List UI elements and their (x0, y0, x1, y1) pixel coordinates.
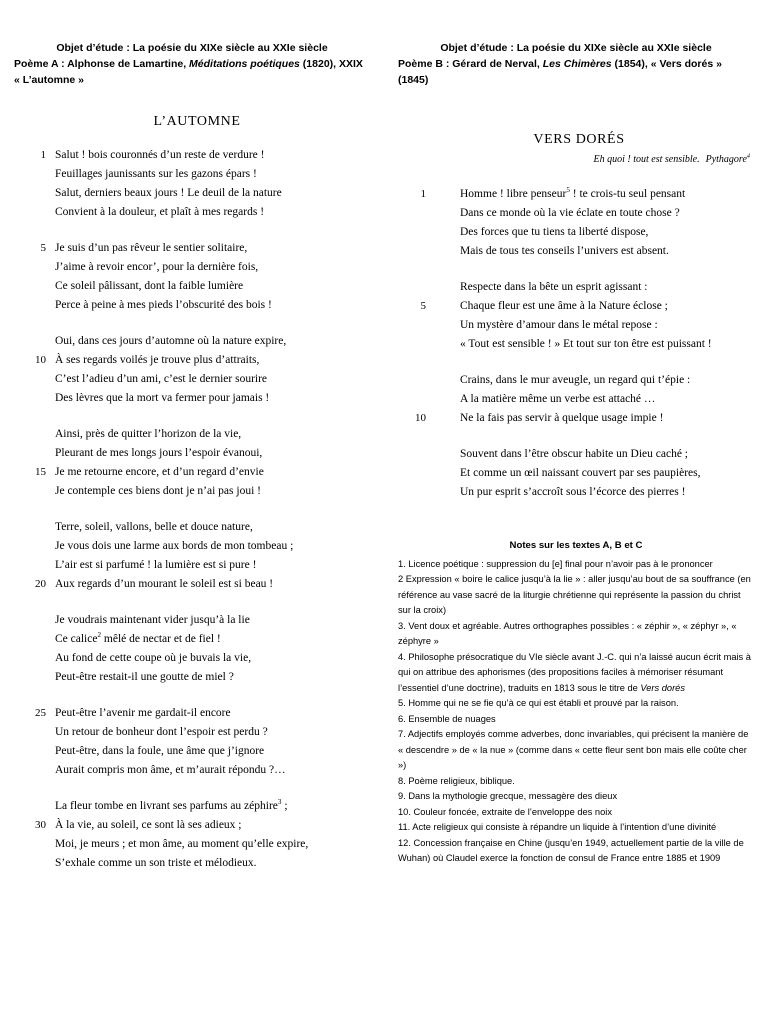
verse-text: À ses regards voilés je trouve plus d’attraits, (55, 354, 260, 366)
verse-line (24, 835, 370, 854)
poeme-a-suffix: (1820), XXIX (299, 58, 363, 70)
note-italic-title: Vers dorés (640, 682, 686, 693)
poem-b-stanzas (404, 185, 754, 502)
verse-text: Respecte dans la bête un esprit agissant : (460, 281, 648, 293)
verse-text: J’aime à revoir encor’, pour la dernière fois, (55, 261, 259, 273)
verse-text: Ne la fais pas servir à quelque usage impie ! (460, 412, 664, 424)
verse-line (404, 371, 754, 390)
verse-number: 15 (35, 466, 46, 478)
verse-line (404, 242, 754, 261)
spacer (398, 88, 754, 132)
verse-text: Oui, dans ces jours d’automne où la nature expire, (55, 335, 287, 347)
note-item: 11. Acte religieux qui consiste à répandre un liquide à l’intention d’une divinité (398, 822, 717, 832)
verse-text: C’est l’adieu d’un ami, c’est le dernier sourire (55, 373, 268, 385)
spacer (14, 88, 370, 114)
verse-text: Perce à peine à mes pieds l’obscurité des bois ! (55, 299, 272, 311)
verse-number: 1 (420, 188, 426, 200)
note-item: 6. Ensemble de nuages (398, 713, 496, 724)
stanza (404, 185, 754, 261)
poem-b (398, 132, 754, 502)
header-right-objet: Objet d’étude : La poésie du XIXe siècle au XXIe siècle (440, 42, 712, 54)
verse-text: Des lèvres que la mort va fermer pour jamais ! (55, 392, 270, 404)
note-item: 12. Concession française en Chine (jusqu’en 1949, actuellement partie de la ville de Wuhan) où Claudel exerce la fonction de consul de France entre 1885 et 1909 (398, 837, 744, 863)
verse-text: Terre, soleil, vallons, belle et douce nature, (55, 521, 253, 533)
verse-line (404, 316, 754, 335)
verse-text: Au fond de cette coupe où je buvais la vie, (55, 652, 252, 664)
stanza (24, 146, 370, 222)
verse-line (404, 335, 754, 354)
poem-a-title: L’AUTOMNE (153, 114, 241, 129)
verse-line (24, 742, 370, 761)
verse-number: 20 (35, 578, 46, 590)
verse-line (24, 482, 370, 501)
note-item: 9. Dans la mythologie grecque, messagère des dieux (398, 791, 618, 801)
verse-line (24, 296, 370, 315)
poem-a (14, 114, 370, 873)
verse-number: 10 (415, 412, 426, 424)
poem-b-title: VERS DORÉS (533, 132, 625, 147)
verse-line (404, 223, 754, 242)
verse-text: Pleurant de mes longs jours l’espoir évanoui, (55, 447, 263, 459)
verse-text: Ainsi, près de quitter l’horizon de la vie, (55, 428, 242, 440)
notes-section (398, 538, 754, 867)
verse-text: À la vie, au soleil, ce sont là ses adieux ; (55, 819, 242, 831)
verse-text: Homme ! libre penseur$^5$ ! te crois-tu seul pensant (460, 186, 686, 200)
verse-text: Salut, derniers beaux jours ! Le deuil de la nature (55, 187, 282, 199)
verse-line (24, 463, 370, 482)
footnote-marker: 5 (566, 186, 570, 195)
verse-text: Convient à la douleur, et plaît à mes regards ! (55, 206, 265, 218)
verse-line (24, 184, 370, 203)
verse-text: Je contemple ces biens dont je n’ai pas joui ! (55, 485, 261, 497)
verse-line (404, 409, 754, 428)
verse-text: Ce calice$^2$ mêlé de nectar et de fiel ! (55, 631, 221, 645)
verse-text: Des forces que tu tiens ta liberté dispose, (460, 226, 649, 238)
note-item: 4. Philosophe présocratique du VIe siècle avant J.-C. qui n’a laissé aucun écrit mais à qui on attribue des aphorismes (des propositions faciles à mémoriser résumant l’essentiel d’une doctrine), traduits en 1813 sous le titre de Vers dorés (398, 651, 751, 693)
poeme-b-prefix: Poème B : Gérard de Nerval, (398, 58, 543, 70)
verse-line (24, 370, 370, 389)
verse-text: Et comme un œil naissant couvert par ses paupières, (460, 467, 701, 479)
note-item: 3. Vent doux et agréable. Autres orthographes possibles : « zéphir », « zéphyr », « zéphyre » (398, 620, 737, 646)
verse-text: L’air est si parfumé ! la lumière est si pure ! (55, 559, 257, 571)
verse-number: 25 (35, 707, 46, 719)
verse-line (24, 518, 370, 537)
epigraph-source-name: Pythagore (705, 154, 747, 165)
verse-line (404, 464, 754, 483)
verse-line (24, 630, 370, 649)
verse-text: A la matière même un verbe est attaché … (460, 393, 656, 405)
verse-text: Je me retourne encore, et d’un regard d’envie (55, 466, 264, 478)
verse-text: Aurait compris mon âme, et m’aurait répondu ?… (55, 764, 286, 776)
verse-line (24, 556, 370, 575)
verse-line (24, 575, 370, 594)
verse-line (404, 483, 754, 502)
verse-line (404, 278, 754, 297)
verse-text: Peut-être, dans la foule, une âme que j’ignore (55, 745, 265, 757)
header-right (398, 40, 754, 88)
stanza (24, 704, 370, 780)
header-left-objet: Objet d’étude : La poésie du XIXe siècle au XXIe siècle (56, 42, 328, 54)
verse-text: Un pur esprit s’accroît sous l’écorce des pierres ! (460, 486, 686, 498)
stanza (24, 239, 370, 315)
verse-line (24, 649, 370, 668)
epigraph-text: Eh quoi ! tout est sensible. (593, 154, 700, 165)
verse-line (24, 723, 370, 742)
note-item: 1. Licence poétique : suppression du [e] final pour n’avoir pas à le prononcer (398, 558, 713, 569)
verse-line (24, 797, 370, 816)
verse-text: La fleur tombe en livrant ses parfums au zéphire$^3$ ; (55, 798, 288, 812)
verse-line (24, 258, 370, 277)
header-left (14, 40, 370, 88)
verse-line (24, 203, 370, 222)
poeme-a-work-title: Méditations poétiques (189, 58, 300, 70)
footnote-marker: 2 (97, 631, 102, 640)
verse-text: Je vous dois une larme aux bords de mon tombeau ; (55, 540, 294, 552)
verse-text: Un retour de bonheur dont l’espoir est perdu ? (55, 726, 268, 738)
verse-line (24, 761, 370, 780)
verse-text: Ce soleil pâlissant, dont la faible lumière (55, 280, 244, 292)
poeme-b-work-title: Les Chimères (542, 58, 612, 70)
verse-number: 5 (40, 242, 46, 254)
verse-text: Salut ! bois couronnés d’un reste de verdure ! (55, 149, 265, 161)
spacer (404, 165, 754, 185)
verse-text: Aux regards d’un mourant le soleil est si beau ! (55, 578, 274, 590)
stanza (404, 371, 754, 428)
verse-line (404, 390, 754, 409)
verse-text: Je suis d’un pas rêveur le sentier solitaire, (55, 242, 248, 254)
verse-text: Feuillages jaunissants sur les gazons épars ! (55, 168, 257, 180)
verse-line (24, 668, 370, 687)
verse-text: Dans ce monde où la vie éclate en toute chose ? (460, 207, 680, 219)
verse-line (24, 816, 370, 835)
verse-number: 10 (35, 354, 46, 366)
verse-text: Peut-être l’avenir me gardait-il encore (55, 707, 231, 719)
note-item: 2 Expression « boire le calice jusqu’à la lie » : aller jusqu’au bout de sa souffrance (en référence au vase sacré de la liturgie chrétienne qui représente la passion du christ sur la croix) (398, 574, 751, 615)
verse-text: S’exhale comme un son triste et mélodieux. (55, 857, 257, 869)
verse-line (24, 239, 370, 258)
note-item: 10. Couleur foncée, extraite de l’enveloppe des noix (398, 806, 612, 817)
verse-text: Un mystère d’amour dans le métal repose : (460, 319, 658, 331)
note-item: 5. Homme qui ne se fie qu’à ce qui est établi et prouvé par la raison. (398, 698, 679, 708)
verse-line (24, 165, 370, 184)
footnote-marker: 3 (277, 798, 282, 807)
verse-text: Chaque fleur est une âme à la Nature éclose ; (460, 300, 668, 312)
header-left-poem-name: « L’automne » (14, 74, 85, 86)
poeme-b-suffix: (1854), « Vers dorés » (1845) (398, 58, 722, 86)
notes-list (398, 557, 754, 867)
stanza (404, 278, 754, 354)
verse-number: 5 (420, 300, 426, 312)
stanza (24, 518, 370, 594)
stanza (24, 425, 370, 501)
verse-text: Je voudrais maintenant vider jusqu’à la lie (55, 614, 250, 626)
verse-line (404, 204, 754, 223)
column-right (384, 40, 754, 1014)
poeme-a-prefix: Poème A : Alphonse de Lamartine, (14, 58, 190, 70)
note-item: 7. Adjectifs employés comme adverbes, donc invariables, qui précisent la manière de « descendre » de « la nue » (comme dans « cette fleur sent bon mais elle coûte cher ») (398, 729, 749, 770)
verse-line (24, 277, 370, 296)
epigraph-footnote-marker: 4 (746, 152, 750, 160)
verse-text: Mais de tous tes conseils l’univers est absent. (460, 245, 669, 257)
verse-line (404, 297, 754, 316)
verse-line (24, 704, 370, 723)
column-left (14, 40, 384, 1014)
note-item: 8. Poème religieux, biblique. (398, 775, 515, 786)
verse-line (24, 146, 370, 165)
header-right-poeme-b (398, 56, 754, 88)
stanza (24, 611, 370, 687)
verse-text: Souvent dans l’être obscur habite un Dieu caché ; (460, 448, 689, 460)
verse-line (24, 389, 370, 408)
poem-a-stanzas (24, 146, 370, 873)
verse-text: « Tout est sensible ! » Et tout sur ton être est puissant ! (460, 338, 712, 350)
verse-line (24, 854, 370, 873)
header-left-poeme-a (14, 56, 370, 72)
verse-text: Moi, je meurs ; et mon âme, au moment qu’elle expire, (55, 838, 309, 850)
verse-line (24, 332, 370, 351)
spacer (398, 502, 754, 538)
poem-b-epigraph (404, 154, 754, 165)
verse-line (404, 185, 754, 204)
stanza (24, 797, 370, 873)
verse-number: 30 (35, 819, 46, 831)
verse-line (24, 537, 370, 556)
notes-title: Notes sur les textes A, B et C (509, 540, 643, 551)
verse-number: 1 (40, 149, 46, 161)
verse-line (24, 611, 370, 630)
verse-line (24, 444, 370, 463)
verse-line (24, 351, 370, 370)
stanza (404, 445, 754, 502)
verse-line (24, 425, 370, 444)
verse-line (404, 445, 754, 464)
spacer (24, 130, 370, 146)
stanza (24, 332, 370, 408)
verse-text: Peut-être restait-il une goutte de miel ? (55, 671, 234, 683)
epigraph-source (700, 154, 750, 165)
verse-text: Crains, dans le mur aveugle, un regard qui t’épie : (460, 374, 691, 386)
